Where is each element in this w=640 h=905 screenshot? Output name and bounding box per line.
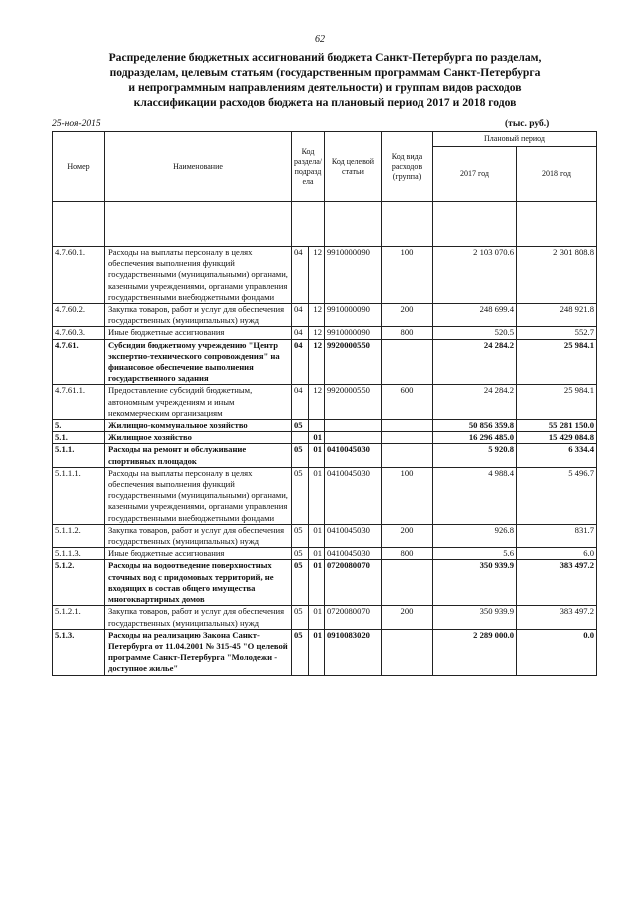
row-article-code: 9920000550 [325, 339, 382, 385]
row-amount-2018: 383 497.2 [517, 560, 597, 606]
row-number: 4.7.61.1. [53, 385, 105, 420]
table-row [53, 444, 597, 467]
row-amount-2017: 520.5 [433, 327, 517, 339]
row-number: 4.7.61. [53, 339, 105, 385]
row-subsection-code: 12 [309, 339, 325, 385]
units-label: (тыс. руб.) [505, 119, 550, 129]
row-article-code: 0910083020 [325, 629, 382, 675]
row-number: 5.1.1.1. [53, 467, 105, 524]
table-row [53, 524, 597, 547]
row-section-code: 05 [292, 629, 309, 675]
row-section-code: 04 [292, 247, 309, 304]
title-line: классификации расходов бюджета на плановый период 2017 и 2018 годов [133, 96, 517, 109]
header-planned-period: Плановый период [433, 132, 597, 147]
row-section-code [292, 432, 309, 444]
row-group-code: 200 [382, 524, 433, 547]
table-row [53, 327, 597, 339]
row-amount-2017: 5 920.8 [433, 444, 517, 467]
row-amount-2018: 2 301 808.8 [517, 247, 597, 304]
row-amount-2017: 24 284.2 [433, 385, 517, 420]
row-number: 4.7.60.2. [53, 304, 105, 327]
row-name: Закупка товаров, работ и услуг для обеспечения государственных (муниципальных) нужд [105, 606, 292, 629]
header-group: Код вида расходов (группа) [382, 132, 433, 202]
row-amount-2018: 15 429 084.8 [517, 432, 597, 444]
row-name: Расходы на выплаты персоналу в целях обеспечения выполнения функций государственными (муниципальными) органами, казенными учреждениями, органами управления государственными внебюджетными фондами [105, 247, 292, 304]
table-row [53, 467, 597, 524]
row-number: 5.1. [53, 432, 105, 444]
table-row [53, 560, 597, 606]
row-subsection-code: 01 [309, 432, 325, 444]
row-amount-2017: 4 988.4 [433, 467, 517, 524]
table-row [53, 247, 597, 304]
row-subsection-code: 12 [309, 327, 325, 339]
row-name: Иные бюджетные ассигнования [105, 327, 292, 339]
table-row [53, 548, 597, 560]
row-subsection-code: 01 [309, 467, 325, 524]
row-name: Субсидии бюджетному учреждению "Центр экспертно-технического сопровождения" на финансовое обеспечение выполнения государственного задания [105, 339, 292, 385]
row-subsection-code: 01 [309, 444, 325, 467]
row-number: 5.1.1. [53, 444, 105, 467]
row-number: 5.1.2. [53, 560, 105, 606]
row-amount-2017: 24 284.2 [433, 339, 517, 385]
row-group-code [382, 444, 433, 467]
row-amount-2018: 6.0 [517, 548, 597, 560]
row-amount-2017: 16 296 485.0 [433, 432, 517, 444]
row-group-code [382, 432, 433, 444]
row-amount-2018: 5 496.7 [517, 467, 597, 524]
row-section-code: 05 [292, 420, 309, 432]
header-section: Код раздела/ подразд ела [292, 132, 325, 202]
row-group-code: 100 [382, 467, 433, 524]
row-article-code [325, 420, 382, 432]
row-subsection-code [309, 420, 325, 432]
row-article-code: 0410045030 [325, 548, 382, 560]
document-title [60, 50, 590, 110]
table-body [53, 247, 597, 676]
row-name: Расходы на водоотведение поверхностных сточных вод с придомовых территорий, не входящих в состав общего имущества многоквартирных домов [105, 560, 292, 606]
row-amount-2017: 2 103 070.6 [433, 247, 517, 304]
row-amount-2018: 0.0 [517, 629, 597, 675]
row-number: 5.1.1.3. [53, 548, 105, 560]
row-section-code: 04 [292, 304, 309, 327]
row-section-code: 04 [292, 385, 309, 420]
row-group-code: 100 [382, 247, 433, 304]
table-row [53, 606, 597, 629]
row-article-code: 0410045030 [325, 524, 382, 547]
row-number: 5.1.1.2. [53, 524, 105, 547]
row-amount-2018: 25 984.1 [517, 385, 597, 420]
row-group-code [382, 339, 433, 385]
row-article-code: 0720080070 [325, 606, 382, 629]
header-year-2017: 2017 год [433, 147, 517, 202]
row-name: Иные бюджетные ассигнования [105, 548, 292, 560]
row-subsection-code: 01 [309, 548, 325, 560]
row-section-code: 05 [292, 524, 309, 547]
title-line: и непрограммным направлениям деятельности) и группам видов расходов [128, 81, 522, 94]
row-name: Закупка товаров, работ и услуг для обеспечения государственных (муниципальных) нужд [105, 304, 292, 327]
row-amount-2018: 25 984.1 [517, 339, 597, 385]
row-article-code: 9910000090 [325, 247, 382, 304]
row-subsection-code: 12 [309, 304, 325, 327]
row-article-code: 9910000090 [325, 327, 382, 339]
row-number: 4.7.60.3. [53, 327, 105, 339]
row-section-code: 05 [292, 444, 309, 467]
row-article-code: 0410045030 [325, 444, 382, 467]
row-group-code [382, 420, 433, 432]
row-name: Жилищно-коммунальное хозяйство [105, 420, 292, 432]
row-name: Расходы на выплаты персоналу в целях обеспечения выполнения функций государственными (муниципальными) органами, казенными учреждениями, органами управления государственными внебюджетными фондами [105, 467, 292, 524]
row-name: Расходы на ремонт и обслуживание спортивных площадок [105, 444, 292, 467]
row-amount-2017: 926.8 [433, 524, 517, 547]
header-number: Номер [53, 132, 105, 202]
title-line: Распределение бюджетных ассигнований бюджета Санкт-Петербурга по разделам, [108, 51, 542, 64]
row-number: 5. [53, 420, 105, 432]
budget-table [52, 131, 597, 676]
row-section-code: 05 [292, 560, 309, 606]
row-article-code: 0720080070 [325, 560, 382, 606]
row-amount-2017: 5.6 [433, 548, 517, 560]
row-amount-2017: 350 939.9 [433, 606, 517, 629]
row-amount-2017: 350 939.9 [433, 560, 517, 606]
row-group-code: 600 [382, 385, 433, 420]
row-amount-2018: 6 334.4 [517, 444, 597, 467]
row-amount-2018: 248 921.8 [517, 304, 597, 327]
row-section-code: 04 [292, 327, 309, 339]
header-article: Код целевой статьи [325, 132, 382, 202]
row-amount-2017: 50 856 359.8 [433, 420, 517, 432]
row-article-code [325, 432, 382, 444]
row-number: 5.1.2.1. [53, 606, 105, 629]
row-amount-2017: 248 699.4 [433, 304, 517, 327]
row-article-code: 9920000550 [325, 385, 382, 420]
row-name: Закупка товаров, работ и услуг для обеспечения государственных (муниципальных) нужд [105, 524, 292, 547]
table-row [53, 304, 597, 327]
table-row [53, 432, 597, 444]
row-name: Расходы на реализацию Закона Санкт-Петербурга от 11.04.2001 № 315-45 "О целевой программе Санкт-Петербурга "Молодежи - доступное жилье" [105, 629, 292, 675]
document-date: 25-ноя-2015 [52, 119, 101, 129]
table-row [53, 420, 597, 432]
row-section-code: 05 [292, 467, 309, 524]
row-subsection-code: 01 [309, 606, 325, 629]
table-row [53, 339, 597, 385]
row-article-code: 9910000090 [325, 304, 382, 327]
row-amount-2018: 55 281 150.0 [517, 420, 597, 432]
row-amount-2018: 552.7 [517, 327, 597, 339]
row-subsection-code: 01 [309, 629, 325, 675]
table-row [53, 385, 597, 420]
row-group-code: 800 [382, 548, 433, 560]
row-section-code: 04 [292, 339, 309, 385]
table-row [53, 629, 597, 675]
header-name: Наименование [105, 132, 292, 202]
row-amount-2018: 383 497.2 [517, 606, 597, 629]
row-group-code: 200 [382, 606, 433, 629]
row-name: Жилищное хозяйство [105, 432, 292, 444]
row-group-code [382, 560, 433, 606]
row-subsection-code: 12 [309, 247, 325, 304]
row-subsection-code: 01 [309, 524, 325, 547]
row-amount-2017: 2 289 000.0 [433, 629, 517, 675]
row-name: Предоставление субсидий бюджетным, автономным учреждениям и иным некоммерческим организациям [105, 385, 292, 420]
page-number: 62 [315, 34, 325, 45]
row-section-code: 05 [292, 606, 309, 629]
row-section-code: 05 [292, 548, 309, 560]
header-year-2018: 2018 год [517, 147, 597, 202]
row-group-code [382, 629, 433, 675]
row-number: 5.1.3. [53, 629, 105, 675]
title-line: подразделам, целевым статьям (государственным программам Санкт-Петербурга [109, 66, 541, 79]
row-group-code: 200 [382, 304, 433, 327]
row-subsection-code: 12 [309, 385, 325, 420]
row-group-code: 800 [382, 327, 433, 339]
row-article-code: 0410045030 [325, 467, 382, 524]
row-amount-2018: 831.7 [517, 524, 597, 547]
row-subsection-code: 01 [309, 560, 325, 606]
row-number: 4.7.60.1. [53, 247, 105, 304]
